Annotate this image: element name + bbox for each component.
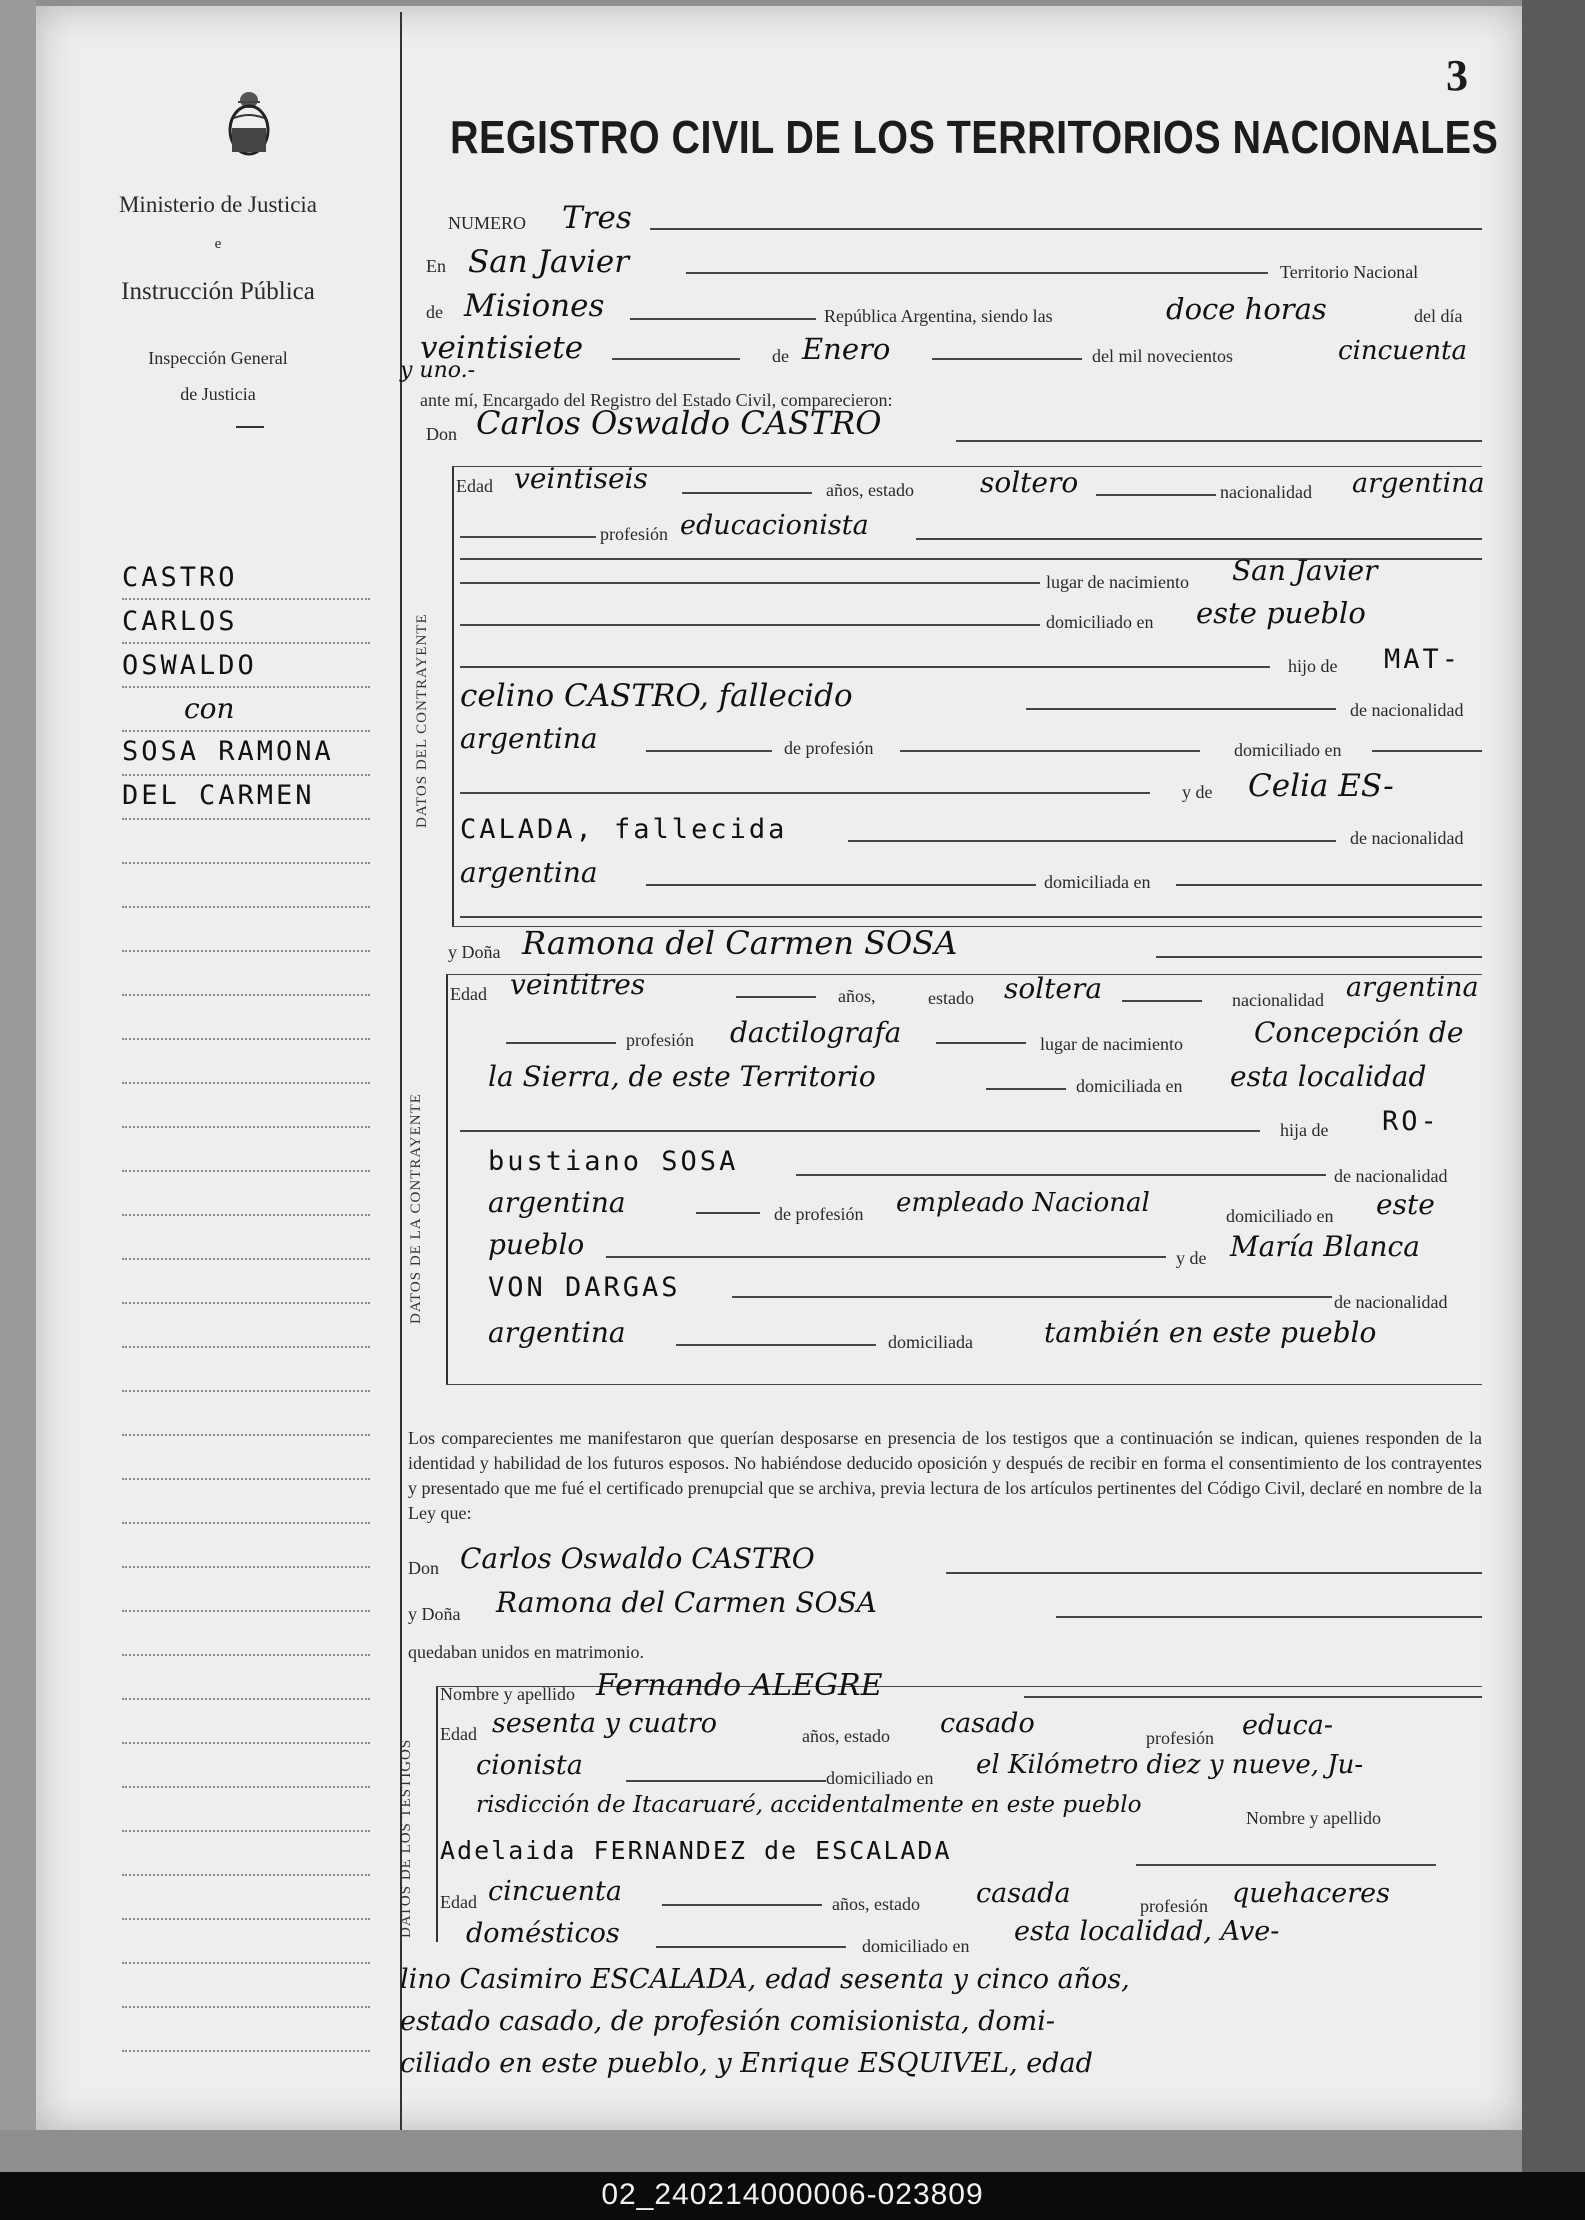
lugar-label: lugar de nacimiento <box>1040 1034 1183 1054</box>
domiciliado-en-label: domiciliado en <box>1226 1206 1334 1226</box>
blank-line <box>460 792 1150 794</box>
estado-line <box>1096 494 1216 496</box>
anio-continuation: y uno.- <box>400 358 476 383</box>
padre-line <box>796 1174 1326 1176</box>
padre-profesion: empleado Nacional <box>896 1188 1150 1218</box>
page-title: REGISTRO CIVIL DE LOS TERRITORIOS NACIONALES <box>450 111 1499 163</box>
padre-name-a: RO- <box>1382 1106 1440 1137</box>
ministry-line-1: Ministerio de Justicia <box>118 192 318 217</box>
padre-name-a: MAT- <box>1384 644 1462 675</box>
testigo-1-name-line <box>1024 1696 1482 1698</box>
anos-estado-label: años, estado <box>826 480 914 500</box>
margin-note-line: SOSA RAMONA <box>122 736 334 767</box>
margin-note-line: CASTRO <box>122 562 238 593</box>
padre-nacionalidad: argentina <box>488 1186 626 1219</box>
del-dia-label: del día <box>1414 306 1463 326</box>
blank-line <box>460 916 1482 918</box>
contrayente-nacionalidad: argentina <box>1352 468 1485 499</box>
contrayente-name: Carlos Oswaldo CASTRO <box>476 404 882 442</box>
testigo-2-estado: casada <box>976 1878 1071 1909</box>
contrayente-estado: soltero <box>980 466 1079 499</box>
decl-don-label: Don <box>408 1558 439 1578</box>
coat-of-arms-icon <box>224 90 274 163</box>
margin-rule <box>122 1742 370 1744</box>
edad-line <box>736 996 816 998</box>
book-binding-edge <box>1522 0 1585 2172</box>
margin-rule <box>122 2006 370 2008</box>
en-line <box>686 272 1268 274</box>
contrayente-section-label: DATOS DEL CONTRAYENTE <box>414 613 430 828</box>
decl-don-name: Carlos Oswaldo CASTRO <box>460 1542 815 1575</box>
nacionalidad-label: nacionalidad <box>1232 990 1324 1010</box>
margin-rule <box>122 1258 370 1260</box>
contrayente-profesion: educacionista <box>680 510 869 541</box>
en-label: En <box>426 256 446 276</box>
facing-page-edge <box>0 0 36 2130</box>
mes-label: de <box>772 346 789 366</box>
lugar-label: lugar de nacimiento <box>1046 572 1189 592</box>
margin-note-line: OSWALDO <box>122 650 257 681</box>
margin-rule <box>122 1610 370 1612</box>
madre-line <box>848 840 1336 842</box>
contrayente-domicilio: este pueblo <box>1196 596 1366 630</box>
madre-nac-label: de nacionalidad <box>1334 1292 1448 1312</box>
margin-rule <box>122 1302 370 1304</box>
padre-domicilio-b: pueblo <box>488 1228 585 1261</box>
blank-line <box>606 1256 1166 1258</box>
margin-rule <box>122 730 370 732</box>
numero-label: NUMERO <box>448 213 527 233</box>
edad-label-2: Edad <box>440 1892 477 1912</box>
contrayenta-bracket <box>446 974 448 1384</box>
numero-value: Tres <box>562 200 632 236</box>
profesion-label: profesión <box>600 524 668 544</box>
y-de-label: y de <box>1182 782 1213 802</box>
padre-prof-line <box>900 750 1200 752</box>
contrayenta-domicilio: esta localidad <box>1230 1060 1427 1093</box>
testigo-1-estado: casado <box>940 1708 1035 1739</box>
ministry-line-3: Instrucción Pública <box>121 278 315 305</box>
mes-line <box>932 358 1082 360</box>
contrayenta-profesion: dactilografa <box>730 1016 902 1049</box>
de-profesion-label: de profesión <box>784 738 874 758</box>
margin-rule <box>122 818 370 820</box>
anos-label: años, <box>838 986 876 1006</box>
contrayenta-name-line <box>1156 956 1482 958</box>
margin-rule <box>122 774 370 776</box>
blank-line <box>656 1946 846 1948</box>
margin-rule <box>122 1830 370 1832</box>
blank-line <box>662 1904 822 1906</box>
contrayenta-bracket-bottom <box>446 1384 1482 1385</box>
register-page <box>36 6 1522 2130</box>
margin-rule <box>122 950 370 952</box>
continuation-line-1: lino Casimiro ESCALADA, edad sesenta y cinco años, <box>400 1964 1130 1995</box>
testigo-1-edad: sesenta y cuatro <box>492 1708 718 1739</box>
margin-rule <box>122 1654 370 1656</box>
declaration-text: Los comparecientes me manifestaron que querían desposarse en presencia de los testigos que a continuación se indican, quienes responden de la identidad y habilidad de los futuros esposos. No habiéndose deducido oposición y después de recibir en forma el consentimiento de los contrayentes y presentado que me fué el certificado prenupcial que se archiva, previa lectura de los artículos pertinentes del Código Civil, declaré en nombre de la Ley que: <box>408 1428 1482 1523</box>
profesion-label: profesión <box>1146 1728 1214 1748</box>
lugar-line <box>986 1088 1066 1090</box>
contrayente-edad: veintiseis <box>514 462 648 495</box>
madre-nac-line <box>646 884 1036 886</box>
de-nacionalidad-label: de nacionalidad <box>1350 700 1464 720</box>
de-value: Misiones <box>464 288 605 324</box>
padre-line <box>1026 708 1336 710</box>
anos-estado-label-2: años, estado <box>832 1894 920 1914</box>
edad-label: Edad <box>456 476 493 496</box>
madre-name-b: CALADA, fallecida <box>460 814 788 845</box>
image-caption: 02_240214000006-023809 <box>601 2178 984 2211</box>
margin-note-line: con <box>184 692 235 725</box>
padre-nac-line <box>696 1212 760 1214</box>
blank-line <box>506 1042 616 1044</box>
ante-mi-line: ante mí, Encargado del Registro del Estado Civil, comparecieron: <box>420 390 893 410</box>
margin-rule <box>122 1566 370 1568</box>
nacionalidad-label: nacionalidad <box>1220 482 1312 502</box>
madre-nac-label: de nacionalidad <box>1350 828 1464 848</box>
testigo-2-name-line <box>1136 1864 1436 1866</box>
madre-name-a: Celia ES- <box>1248 768 1394 804</box>
margin-rule <box>122 1962 370 1964</box>
testigos-section-label: DATOS DE LOS TESTIGOS <box>398 1738 414 1938</box>
padre-name-b: celino CASTRO, fallecido <box>460 678 853 714</box>
blank-line <box>460 666 1270 668</box>
contrayenta-section-label: DATOS DE LA CONTRAYENTE <box>408 1093 424 1324</box>
padre-name-b: bustiano SOSA <box>488 1146 739 1177</box>
margin-rule <box>122 906 370 908</box>
edad-line <box>682 492 812 494</box>
de-nacionalidad-label: de nacionalidad <box>1334 1166 1448 1186</box>
hijo-label: hijo de <box>1288 656 1338 676</box>
en-value: San Javier <box>468 244 630 280</box>
blank-line <box>460 582 1040 584</box>
continuation-line-2: estado casado, de profesión comisionista, domi- <box>400 2006 1056 2037</box>
estado-line <box>1122 1000 1202 1002</box>
decl-dona-name: Ramona del Carmen SOSA <box>496 1586 877 1619</box>
domiciliada-label: domiciliada en <box>1044 872 1151 892</box>
blank-line <box>460 1130 1260 1132</box>
contrayenta-lugar-b: la Sierra, de este Territorio <box>488 1060 876 1093</box>
margin-rule <box>122 642 370 644</box>
testigo-1-domicilio-a: el Kilómetro diez y nueve, Ju- <box>976 1750 1364 1780</box>
de-line <box>630 318 816 320</box>
republica-label: República Argentina, siendo las <box>824 306 1053 326</box>
madre-nacionalidad: argentina <box>488 1316 626 1349</box>
decl-dona-label: y Doña <box>408 1604 461 1624</box>
margin-rule <box>122 598 370 600</box>
margin-rule <box>122 1390 370 1392</box>
blank-line <box>460 536 596 538</box>
madre-name-a: María Blanca <box>1230 1230 1420 1263</box>
margin-rule <box>122 1170 370 1172</box>
profesion-line <box>936 1042 1026 1044</box>
margin-rule <box>122 1126 370 1128</box>
profesion-label: profesión <box>626 1030 694 1050</box>
madre-dom-line <box>1176 884 1482 886</box>
testigo-1-profesion-b: cionista <box>476 1750 583 1781</box>
testigo-2-domicilio: esta localidad, Ave- <box>1014 1916 1280 1947</box>
testigo-1-name: Fernando ALEGRE <box>596 1668 883 1703</box>
contrayenta-edad: veintitres <box>510 968 646 1001</box>
blank-line <box>460 624 1040 626</box>
decl-don-line <box>946 1572 1482 1574</box>
padre-nacionalidad: argentina <box>460 722 598 755</box>
continuation-line-3: ciliado en este pueblo, y Enrique ESQUIVEL, edad <box>400 2048 1093 2079</box>
testigo-2-edad: cincuenta <box>488 1876 622 1907</box>
testigo-1-profesion-a: educa- <box>1242 1710 1333 1741</box>
de-label: de <box>426 302 443 322</box>
anio-label: del mil novecientos <box>1092 346 1233 366</box>
margin-rule <box>122 1346 370 1348</box>
domiciliada-label: domiciliada en <box>1076 1076 1183 1096</box>
contrayenta-lugar-a: Concepción de <box>1254 1016 1464 1049</box>
padre-domicilio-a: este <box>1376 1188 1435 1221</box>
contrayenta-estado: soltera <box>1004 972 1103 1005</box>
don-label: Don <box>426 424 457 444</box>
madre-line <box>732 1296 1332 1298</box>
contrayente-name-line <box>956 440 1482 442</box>
madre-domicilio: también en este pueblo <box>1044 1316 1377 1349</box>
margin-rule <box>122 1874 370 1876</box>
testigo-2-name: Adelaida FERNANDEZ de ESCALADA <box>440 1836 952 1865</box>
margin-rule <box>122 686 370 688</box>
edad-label: Edad <box>450 984 487 1004</box>
profesion-line <box>916 538 1482 540</box>
sidebar-rule <box>236 426 264 428</box>
hija-label: hija de <box>1280 1120 1329 1140</box>
margin-rule <box>122 1434 370 1436</box>
decl-dona-line <box>1056 1616 1482 1618</box>
madre-nac-line <box>676 1344 876 1346</box>
madre-domiciliada-label: domiciliada <box>888 1332 973 1352</box>
dia-line <box>612 358 740 360</box>
contrayenta-nacionalidad: argentina <box>1346 972 1479 1003</box>
contrayente-lugar: San Javier <box>1232 554 1378 587</box>
padre-dom-line <box>1372 750 1482 752</box>
domiciliado-en-label: domiciliado en <box>1234 740 1342 760</box>
mes-value: Enero <box>802 332 891 366</box>
margin-rule <box>122 994 370 996</box>
numero-line <box>650 228 1482 230</box>
margin-rule <box>122 1478 370 1480</box>
margin-note-line: DEL CARMEN <box>122 780 315 811</box>
margin-rule <box>122 1698 370 1700</box>
nombre-label: Nombre y apellido <box>440 1684 575 1704</box>
testigo-1-domicilio-b: risdicción de Itacaruaré, accidentalmente en este pueblo <box>476 1792 1142 1818</box>
margin-rule <box>122 1038 370 1040</box>
domiciliado-label-2: domiciliado en <box>862 1936 970 1956</box>
y-de-label: y de <box>1176 1248 1207 1268</box>
domiciliado-label: domiciliado en <box>826 1768 934 1788</box>
margin-rule <box>122 1522 370 1524</box>
testigos-bracket-top <box>436 1686 1482 1687</box>
dia-value: veintisiete <box>420 330 584 366</box>
blank-line <box>626 1780 826 1782</box>
inspection-line-2: de Justicia <box>180 384 256 404</box>
anio-value: cincuenta <box>1338 336 1468 366</box>
contrayenta-name: Ramona del Carmen SOSA <box>522 924 958 962</box>
inspection-line-1: Inspección General <box>148 348 288 368</box>
contrayente-bracket <box>452 466 454 926</box>
madre-name-b: VON DARGAS <box>488 1272 681 1303</box>
padre-nac-line <box>646 750 772 752</box>
margin-rule <box>122 1786 370 1788</box>
ministry-line-2: e <box>214 236 222 252</box>
de-profesion-label: de profesión <box>774 1204 864 1224</box>
testigo-2-profesion-a: quehaceres <box>1232 1878 1390 1909</box>
anos-estado-label: años, estado <box>802 1726 890 1746</box>
testigo-2-profesion-b: domésticos <box>466 1918 620 1949</box>
margin-rule <box>122 1214 370 1216</box>
testigos-bracket <box>436 1686 438 1942</box>
territorio-label: Territorio Nacional <box>1280 262 1419 282</box>
madre-nacionalidad: argentina <box>460 856 598 889</box>
margin-rule <box>122 1082 370 1084</box>
hora-value: doce horas <box>1166 292 1327 326</box>
estado-label: estado <box>928 988 974 1008</box>
dona-label: y Doña <box>448 942 501 962</box>
margin-note-line: CARLOS <box>122 606 238 637</box>
margin-rule <box>122 862 370 864</box>
decl-closing: quedaban unidos en matrimonio. <box>408 1642 644 1662</box>
page-number: 3 <box>1446 51 1468 100</box>
nombre-label-2: Nombre y apellido <box>1246 1808 1381 1828</box>
edad-label: Edad <box>440 1724 477 1744</box>
profesion-label-2: profesión <box>1140 1896 1208 1916</box>
domiciliado-label: domiciliado en <box>1046 612 1154 632</box>
margin-rule <box>122 2050 370 2052</box>
margin-rule <box>122 1918 370 1920</box>
